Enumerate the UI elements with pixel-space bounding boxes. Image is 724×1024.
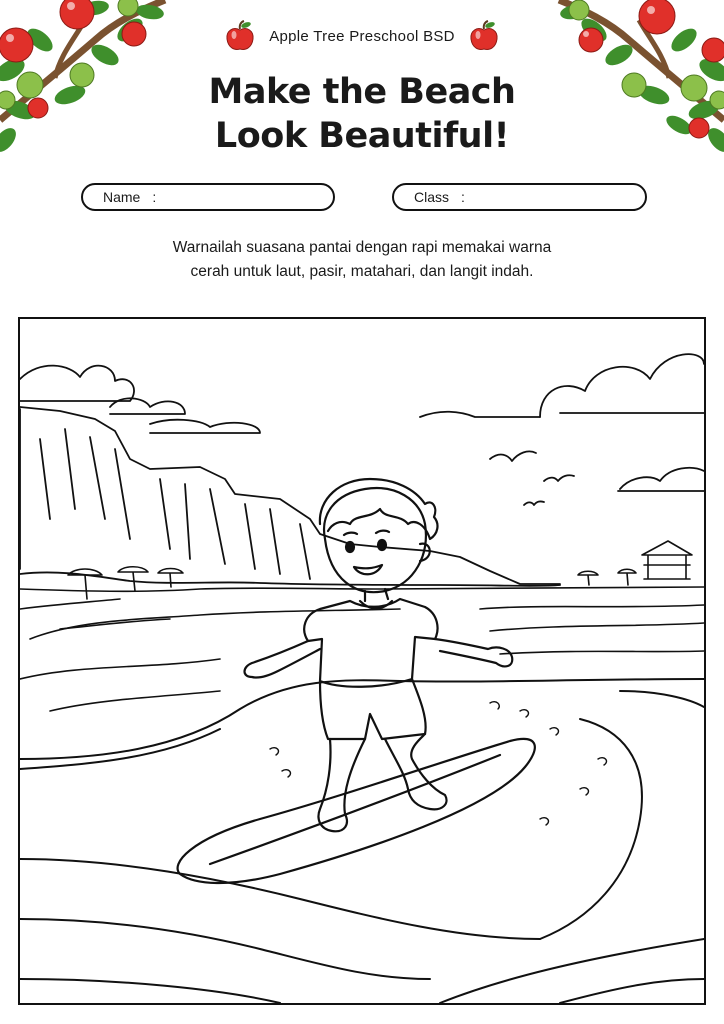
- class-colon: :: [461, 189, 465, 205]
- coloring-area[interactable]: [18, 317, 706, 1005]
- school-header: [0, 20, 724, 52]
- name-input[interactable]: [162, 186, 347, 208]
- instructions-line-1: Warnailah suasana pantai dengan rapi memakai warna: [172, 239, 552, 256]
- class-field[interactable]: [392, 183, 647, 211]
- wave: [20, 679, 704, 1003]
- instructions: [112, 236, 612, 284]
- beach-surfing-illustration: [20, 319, 704, 1003]
- title-line-1: Make the Beach: [208, 72, 516, 112]
- instructions-line-2: cerah untuk laut, pasir, matahari, dan langit indah.: [190, 263, 534, 280]
- name-colon: :: [152, 189, 157, 205]
- school-name: Apple Tree Preschool BSD: [269, 27, 455, 45]
- cliffs: [20, 407, 560, 586]
- class-label: Class: [414, 189, 450, 205]
- class-input[interactable]: [471, 186, 656, 208]
- page-title: [0, 70, 724, 158]
- apple-icon: [225, 20, 255, 52]
- birds: [490, 451, 574, 505]
- apple-icon: [469, 20, 499, 52]
- name-field[interactable]: [81, 183, 335, 211]
- title-line-2: Look Beautiful!: [214, 116, 510, 156]
- clouds: [20, 354, 704, 491]
- name-label: Name: [103, 189, 141, 205]
- surfer-boy: [245, 479, 513, 831]
